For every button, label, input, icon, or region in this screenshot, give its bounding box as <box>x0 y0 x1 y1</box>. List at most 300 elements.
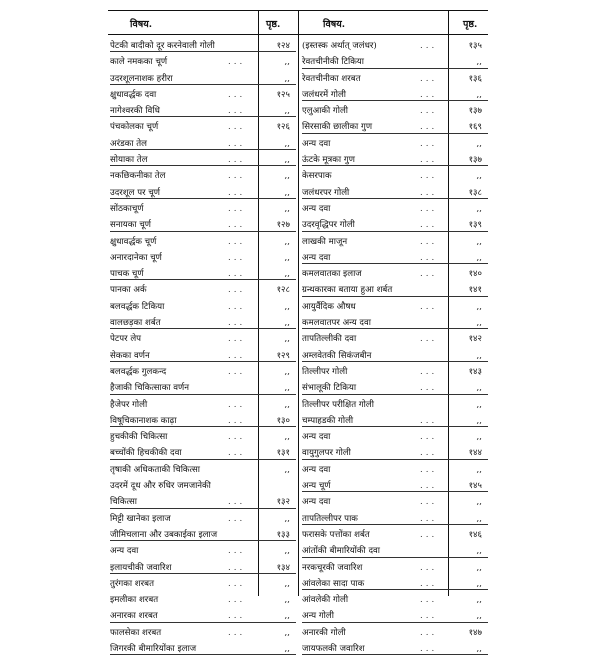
entry-underline <box>110 654 296 655</box>
entry-underline <box>110 361 296 362</box>
entry-underline <box>110 540 296 541</box>
entry-title: सनायका चूर्ण <box>110 220 152 231</box>
entry-title: अनारकी गोली <box>302 627 346 638</box>
entry-title: तुरंगका शरबत <box>110 578 154 589</box>
entry-page-number: ,, <box>284 236 290 247</box>
entry-underline <box>302 426 488 427</box>
entry-title: सोंठकाचूर्ण <box>110 203 144 214</box>
entry-leader-dots: ... <box>420 89 438 100</box>
entry-title: अन्य दवा <box>110 546 139 557</box>
entry-page-number: १४४ <box>468 448 482 459</box>
entry-page-number: ,, <box>284 73 290 84</box>
entry-leader-dots: ... <box>228 497 246 508</box>
entry-page-number: १२९ <box>276 350 290 361</box>
entry-leader-dots: ... <box>228 155 246 166</box>
index-entry <box>302 348 488 364</box>
index-entry <box>110 168 296 184</box>
index-entry <box>302 152 488 168</box>
index-entry <box>302 608 488 624</box>
entry-title: अन्य दवा <box>302 432 331 443</box>
entry-page-number: ,, <box>476 252 482 263</box>
entry-page-number: ,, <box>476 513 482 524</box>
entry-page-number: १३६ <box>468 73 482 84</box>
entry-leader-dots: ... <box>228 203 246 214</box>
entry-underline <box>302 589 488 590</box>
entry-title: सेकका वर्णन <box>110 350 150 361</box>
entry-leader-dots: ... <box>228 252 246 263</box>
entry-page-number: १६९ <box>468 122 482 133</box>
entry-leader-dots: ... <box>228 138 246 149</box>
index-entry <box>302 119 488 135</box>
index-entry <box>110 38 296 54</box>
entry-page-number: १४५ <box>468 481 482 492</box>
entry-leader-dots: ... <box>420 138 438 149</box>
entry-leader-dots: ... <box>420 383 438 394</box>
entry-underline <box>302 622 488 623</box>
index-entry <box>110 494 296 510</box>
entry-title: नरकचूरकी जवारिश <box>302 562 363 573</box>
entry-underline <box>302 100 488 101</box>
index-entry <box>110 641 296 657</box>
index-entry <box>110 527 296 543</box>
entry-leader-dots: ... <box>228 236 246 247</box>
entry-underline <box>110 622 296 623</box>
entry-title: आंवलेका सादा पाक <box>302 578 365 589</box>
entry-underline <box>302 459 488 460</box>
entry-page-number: १३९ <box>468 220 482 231</box>
index-entry <box>110 71 296 87</box>
entry-leader-dots: ... <box>228 513 246 524</box>
entry-page-number: १४२ <box>468 334 482 345</box>
index-entry <box>302 201 488 217</box>
entry-page-number: ,, <box>476 546 482 557</box>
entry-page-number: १३३ <box>276 529 290 540</box>
entry-page-number: ,, <box>476 399 482 410</box>
entry-page-number: ,, <box>284 513 290 524</box>
entry-page-number: ,, <box>476 89 482 100</box>
entry-leader-dots: ... <box>420 269 438 280</box>
index-entry <box>302 397 488 413</box>
entry-title: पाचक चूर्ण <box>110 269 144 280</box>
entry-page-number: १४६ <box>468 529 482 540</box>
index-entry <box>302 266 488 282</box>
index-entry <box>110 348 296 364</box>
index-entry <box>302 87 488 103</box>
entry-page-number: ,, <box>476 383 482 394</box>
entry-page-number: ,, <box>476 643 482 654</box>
entry-title: जलंधरपर गोली <box>302 187 350 198</box>
index-entry <box>110 511 296 527</box>
entry-page-number: ,, <box>284 155 290 166</box>
entry-leader-dots: ... <box>420 334 438 345</box>
entry-title: ऊंटके मूत्रका गुण <box>302 155 355 166</box>
entry-title: वायुगुलपर गोली <box>302 448 351 459</box>
entry-underline <box>110 149 296 150</box>
index-entry <box>110 119 296 135</box>
entry-title: जिगरकी बीमारियोंका इलाज <box>110 643 197 654</box>
index-entry <box>302 625 488 641</box>
entry-page-number: ,, <box>284 464 290 475</box>
index-entry <box>302 364 488 380</box>
entry-underline <box>110 198 296 199</box>
entry-page-number: ,, <box>284 546 290 557</box>
entry-leader-dots: ... <box>228 318 246 329</box>
entry-title: चिकित्सा <box>110 497 138 508</box>
entry-underline <box>110 279 296 280</box>
entry-page-number: १३७ <box>468 106 482 117</box>
entry-title: अरंडका तेल <box>110 138 147 149</box>
entry-page-number: १३७ <box>468 155 482 166</box>
entry-leader-dots: ... <box>420 578 438 589</box>
entry-underline <box>110 508 296 509</box>
entry-title: उदरमें दूध और रुधिर जमजानेकी <box>110 481 211 492</box>
entry-leader-dots: ... <box>420 252 438 263</box>
entry-title: तापतिल्लीकी दवा <box>302 334 357 345</box>
entry-leader-dots: ... <box>420 513 438 524</box>
index-entry <box>302 71 488 87</box>
entry-title: जीमिचलाना और उबकाईका इलाज <box>110 529 218 540</box>
entry-underline <box>302 296 488 297</box>
entry-page-number: ,, <box>476 318 482 329</box>
entry-leader-dots: ... <box>228 399 246 410</box>
entry-title: क्षुधावर्द्धक दवा <box>110 89 157 100</box>
entry-title: उदरशूल पर चूर्ण <box>110 187 160 198</box>
entry-title: सोयाका तेल <box>110 155 148 166</box>
entry-leader-dots: ... <box>228 220 246 231</box>
entry-leader-dots: ... <box>420 366 438 377</box>
entry-leader-dots: ... <box>420 187 438 198</box>
index-entry <box>302 234 488 250</box>
entry-page-number: ,, <box>476 611 482 622</box>
index-entry <box>302 136 488 152</box>
index-entry <box>302 250 488 266</box>
entry-leader-dots: ... <box>420 171 438 182</box>
entry-page-number: ,, <box>476 236 482 247</box>
index-entry <box>110 397 296 413</box>
entry-title: नागेश्वरकी विधि <box>110 106 160 117</box>
entry-title: अनारदानेका चूर्ण <box>110 252 162 263</box>
entry-title: नकछिकनीका तेल <box>110 171 166 182</box>
entry-title: एलुआकी गोली <box>302 106 349 117</box>
entry-underline <box>302 654 488 655</box>
entry-page-number: ,, <box>476 432 482 443</box>
entry-title: हैजेपर गोली <box>110 399 148 410</box>
entry-title: अन्य दवा <box>302 203 331 214</box>
entry-page-number: ,, <box>476 138 482 149</box>
index-entry <box>302 299 488 315</box>
entry-title: पानका अर्क <box>110 285 147 296</box>
entry-page-number: १४० <box>468 269 482 280</box>
index-entry <box>110 413 296 429</box>
left-page-header: पृष्ठ. <box>266 19 281 30</box>
entry-page-number: ,, <box>284 138 290 149</box>
entry-leader-dots: ... <box>228 301 246 312</box>
index-entry <box>110 608 296 624</box>
entry-page-number: १२५ <box>276 89 290 100</box>
entry-page-number: ,, <box>284 595 290 606</box>
entry-page-number: ,, <box>284 187 290 198</box>
entry-leader-dots: ... <box>228 350 246 361</box>
entry-leader-dots: ... <box>420 301 438 312</box>
entry-title: मिट्टी खानेका इलाज <box>110 513 171 524</box>
entry-leader-dots: ... <box>420 497 438 508</box>
index-entry <box>110 234 296 250</box>
index-entry <box>110 315 296 331</box>
index-entry <box>302 168 488 184</box>
entry-leader-dots: ... <box>228 546 246 557</box>
entry-title: पेटकी बादीको दूर करनेवाली गोली <box>110 41 215 51</box>
index-entry <box>110 560 296 576</box>
entry-leader-dots: ... <box>420 562 438 573</box>
entry-leader-dots: ... <box>420 203 438 214</box>
entry-page-number: ,, <box>284 627 290 638</box>
entry-underline <box>110 394 296 395</box>
index-entry <box>302 641 488 657</box>
entry-title: हैजाकी चिकित्साका वर्णन <box>110 383 190 394</box>
entry-title: अन्य दवा <box>302 497 331 508</box>
index-entry <box>302 478 488 494</box>
entry-underline <box>302 328 488 329</box>
index-entry <box>302 217 488 233</box>
entry-title: आंतोंकी बीमारियोंकी दवा <box>302 546 381 557</box>
index-entry <box>110 103 296 119</box>
entry-page-number: ,, <box>476 57 482 68</box>
entry-underline <box>302 361 488 362</box>
right-index-column <box>302 38 488 657</box>
entry-title: उदरशूलनाशक हरीरा <box>110 73 173 84</box>
entry-underline <box>110 116 296 117</box>
entry-leader-dots: ... <box>228 89 246 100</box>
entry-title: फरासके पत्तोंका शर्बत <box>302 529 370 540</box>
left-subject-header: विषय. <box>130 19 153 30</box>
index-entry <box>302 543 488 559</box>
entry-page-number: ,, <box>284 432 290 443</box>
right-subject-header: विषय. <box>323 19 346 30</box>
entry-leader-dots: ... <box>420 106 438 117</box>
entry-page-number: ,, <box>476 497 482 508</box>
index-entry <box>302 282 488 298</box>
entry-title: ग्रन्थकारका बताया हुआ शर्बत <box>302 285 393 296</box>
entry-leader-dots: ... <box>228 432 246 443</box>
entry-title: आयुर्वैदिक औषध <box>302 301 356 312</box>
entry-page-number: १३२ <box>276 497 290 508</box>
entry-page-number: १३१ <box>276 448 290 459</box>
entry-leader-dots: ... <box>420 611 438 622</box>
entry-page-number: ,, <box>476 562 482 573</box>
entry-page-number: ,, <box>476 464 482 475</box>
entry-underline <box>302 557 488 558</box>
index-entry <box>302 315 488 331</box>
entry-leader-dots: ... <box>420 464 438 475</box>
entry-title: (इस्तस्क अर्थात् जलंधर) <box>302 41 377 51</box>
entry-page-number: ,, <box>284 171 290 182</box>
entry-page-number: ,, <box>284 366 290 377</box>
entry-leader-dots: ... <box>420 41 438 51</box>
entry-leader-dots: ... <box>420 220 438 231</box>
index-entry <box>110 462 296 478</box>
index-entry <box>110 217 296 233</box>
entry-leader-dots: ... <box>228 595 246 606</box>
index-page <box>108 6 488 654</box>
entry-title: हुचकीकी चिकित्सा <box>110 432 168 443</box>
entry-page-number: ,, <box>476 350 482 361</box>
entry-underline <box>110 573 296 574</box>
entry-leader-dots: ... <box>228 627 246 638</box>
entry-leader-dots: ... <box>228 448 246 459</box>
entry-page-number: १४३ <box>468 366 482 377</box>
entry-leader-dots: ... <box>228 562 246 573</box>
index-entry <box>110 445 296 461</box>
index-entry <box>302 413 488 429</box>
entry-page-number: ,, <box>284 611 290 622</box>
index-entry <box>110 87 296 103</box>
entry-underline <box>302 263 488 264</box>
entry-page-number: १२७ <box>276 220 290 231</box>
entry-page-number: ,, <box>284 318 290 329</box>
entry-page-number: १२८ <box>276 285 290 296</box>
index-entry <box>302 54 488 70</box>
entry-leader-dots: ... <box>420 432 438 443</box>
entry-page-number: ,, <box>284 203 290 214</box>
entry-page-number: १३४ <box>276 562 290 573</box>
index-entry <box>110 592 296 608</box>
entry-underline <box>302 231 488 232</box>
entry-leader-dots: ... <box>228 122 246 133</box>
entry-page-number: ,, <box>284 301 290 312</box>
index-entry <box>110 478 296 494</box>
entry-title: केसरपाक <box>302 171 332 182</box>
entry-title: अन्य गोली <box>302 611 334 622</box>
entry-page-number: ,, <box>284 252 290 263</box>
entry-page-number: ,, <box>284 578 290 589</box>
index-entry <box>302 331 488 347</box>
entry-leader-dots: ... <box>420 595 438 606</box>
index-entry <box>302 429 488 445</box>
entry-underline <box>302 491 488 492</box>
entry-title: कमलवातपर अन्य दवा <box>302 318 371 329</box>
entry-page-number: ,, <box>284 383 290 394</box>
right-page-header: पृष्ठ. <box>463 19 478 30</box>
entry-leader-dots: ... <box>420 415 438 426</box>
entry-leader-dots: ... <box>228 269 246 280</box>
entry-title: चम्पाहडकी गोली <box>302 415 354 426</box>
entry-page-number: ,, <box>476 578 482 589</box>
entry-leader-dots: ... <box>420 481 438 492</box>
entry-title: अनारका शरबत <box>110 611 158 622</box>
entry-page-number: ,, <box>284 106 290 117</box>
entry-title: तिल्लीपर परीक्षित गोली <box>302 399 374 410</box>
entry-title: अन्य दवा <box>302 464 331 475</box>
entry-underline <box>110 231 296 232</box>
entry-title: इमलीका शरबत <box>110 595 159 606</box>
entry-page-number: ,, <box>476 301 482 312</box>
entry-page-number: ,, <box>284 57 290 68</box>
index-entry <box>110 299 296 315</box>
index-entry <box>110 282 296 298</box>
entry-title: बच्चोंकी हिचकीकी दवा <box>110 448 182 459</box>
entry-leader-dots: ... <box>228 57 246 68</box>
entry-title: कमलवातका इलाज <box>302 269 362 280</box>
entry-underline <box>110 459 296 460</box>
entry-page-number: १४७ <box>468 627 482 638</box>
entry-page-number: ,, <box>284 269 290 280</box>
entry-underline <box>302 394 488 395</box>
index-entry <box>110 331 296 347</box>
entry-title: संभालूकी टिकिया <box>302 383 357 394</box>
entry-title: फालसेका शरबत <box>110 627 162 638</box>
entry-page-number: ,, <box>284 643 290 654</box>
index-entry <box>110 201 296 217</box>
entry-title: रेवतचीनीकी टिकिया <box>302 57 365 68</box>
index-entry <box>110 576 296 592</box>
entry-title: अन्य दवा <box>302 138 331 149</box>
entry-title: रेवतचीनीका शरबत <box>302 73 361 84</box>
center-divider <box>298 10 299 596</box>
entry-leader-dots: ... <box>420 236 438 247</box>
entry-leader-dots: ... <box>228 171 246 182</box>
index-entry <box>110 364 296 380</box>
entry-underline <box>302 133 488 134</box>
entry-page-number: १३८ <box>468 187 482 198</box>
index-entry <box>110 185 296 201</box>
entry-underline <box>110 165 296 166</box>
index-entry <box>110 625 296 641</box>
index-entry <box>302 527 488 543</box>
entry-underline <box>110 328 296 329</box>
entry-title: लाखकी माजून <box>302 236 348 247</box>
entry-leader-dots: ... <box>420 122 438 133</box>
entry-leader-dots: ... <box>420 73 438 84</box>
entry-page-number: ,, <box>476 415 482 426</box>
entry-underline <box>302 524 488 525</box>
index-entry <box>302 445 488 461</box>
entry-page-number: १२६ <box>276 122 290 133</box>
entry-page-number: १३० <box>276 415 290 426</box>
entry-leader-dots: ... <box>420 643 438 654</box>
entry-title: जायफलकी जवारिश <box>302 643 365 654</box>
entry-title: क्षुधावर्द्धक चूर्ण <box>110 236 157 247</box>
entry-title: तापतिल्लीपर पाक <box>302 513 358 524</box>
entry-leader-dots: ... <box>228 366 246 377</box>
entry-title: वालछड़का शर्बत <box>110 318 161 329</box>
entry-leader-dots: ... <box>228 285 246 296</box>
entry-underline <box>302 68 488 69</box>
entry-leader-dots: ... <box>420 627 438 638</box>
entry-underline <box>110 426 296 427</box>
entry-page-number: ,, <box>284 334 290 345</box>
entry-title: तिल्लीपर गोली <box>302 366 348 377</box>
entry-leader-dots: ... <box>228 187 246 198</box>
left-index-column <box>110 38 296 657</box>
entry-page-number: ,, <box>476 203 482 214</box>
entry-underline <box>302 165 488 166</box>
entry-title: बलवर्द्धक टिकिया <box>110 301 165 312</box>
entry-page-number: १३५ <box>468 41 482 51</box>
entry-title: अन्य चूर्ण <box>302 481 331 492</box>
index-entry <box>302 494 488 510</box>
entry-title: विषूचिकानाशक काढ़ा <box>110 415 177 426</box>
index-entry <box>110 54 296 70</box>
entry-leader-dots: ... <box>228 334 246 345</box>
index-entry <box>302 103 488 119</box>
entry-leader-dots: ... <box>228 415 246 426</box>
index-entry <box>302 380 488 396</box>
entry-underline <box>110 51 296 52</box>
index-entry <box>110 543 296 559</box>
index-entry <box>110 429 296 445</box>
entry-title: सिरसाकी छालीका गुण <box>302 122 373 133</box>
index-entry <box>110 250 296 266</box>
